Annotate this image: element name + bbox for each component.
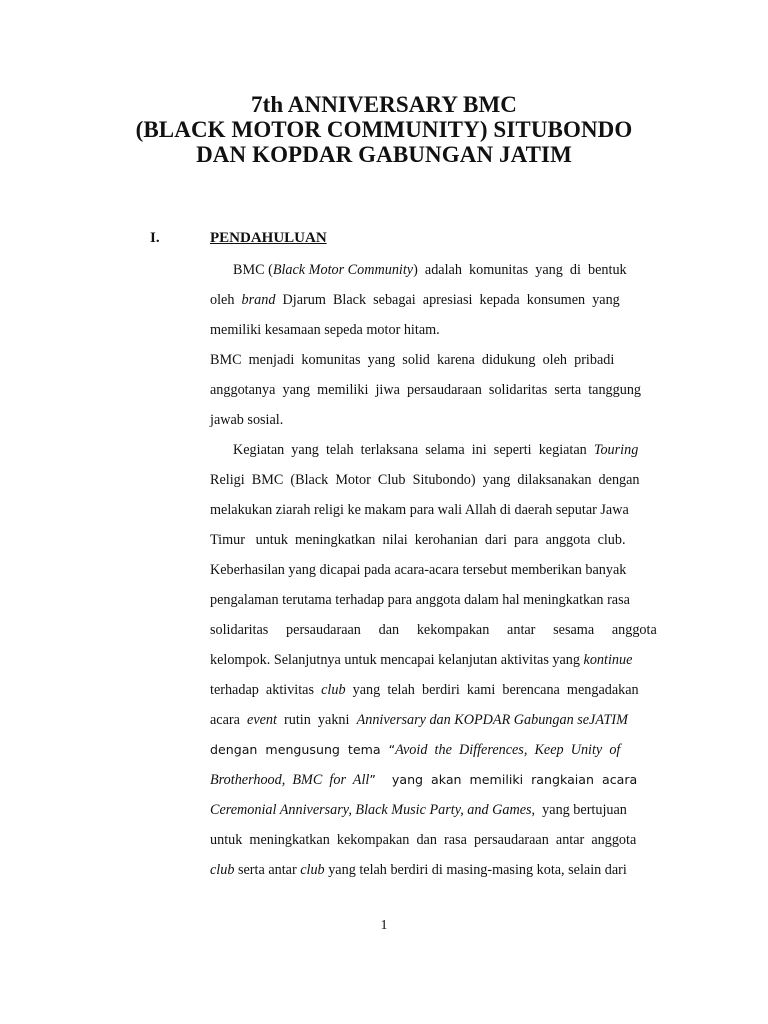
text-line (210, 831, 661, 849)
text-line (210, 291, 661, 309)
text-line (210, 531, 661, 549)
text-span: BMC menjadi komunitas yang solid karena didukung oleh pribadi (210, 352, 615, 368)
text-line (210, 381, 661, 399)
text-span: , yang bertujuan (531, 802, 627, 818)
text-span: ) adalah komunitas yang di bentuk (413, 262, 627, 278)
text-span: yang telah berdiri kami berencana mengadakan (345, 682, 639, 698)
text-line (210, 651, 661, 669)
text-span: untuk meningkatkan kekompakan dan rasa persaudaraan antar anggota (210, 832, 637, 848)
text-span: event (247, 712, 277, 728)
text-span: Kegiatan yang telah terlaksana selama ini seperti kegiatan (233, 442, 594, 458)
section-heading: PENDAHULUAN (210, 230, 327, 246)
text-line (210, 681, 661, 699)
section-number: I. (150, 230, 160, 246)
text-span: memiliki kesamaan sepeda motor hitam. (210, 322, 440, 338)
text-span: pengalaman terutama terhadap para anggota dalam hal meningkatkan rasa (210, 592, 630, 608)
text-line (210, 801, 661, 819)
text-line (210, 351, 661, 369)
text-span: rutin yakni (276, 712, 357, 728)
text-span: brand (241, 292, 276, 308)
text-line (210, 561, 661, 579)
text-line (210, 621, 661, 639)
text-line (210, 711, 661, 729)
text-span: oleh (210, 292, 242, 308)
text-span: Touring (593, 442, 639, 458)
text-span: dengan mengusung tema “ (210, 742, 396, 757)
title-line-1: 7th ANNIVERSARY BMC (250, 92, 518, 117)
text-span: club (300, 862, 325, 878)
text-span: kelompok. Selanjutnya untuk mencapai kelanjutan aktivitas yang (210, 652, 584, 668)
text-span: Brotherhood, BMC for All (210, 772, 370, 788)
text-span: Avoid the Differences, Keep Unity of (395, 742, 621, 758)
text-span: solidaritas persaudaraan dan kekompakan antar sesama anggota (210, 622, 657, 638)
document-title (0, 92, 768, 167)
text-span: serta antar (234, 862, 301, 878)
page-number: 1 (380, 918, 388, 933)
text-line (210, 861, 661, 879)
text-span: terhadap aktivitas (210, 682, 322, 698)
text-line (233, 261, 661, 279)
text-span: yang telah berdiri di masing-masing kota, selain dari (324, 862, 627, 878)
text-span: jawab sosial. (210, 412, 284, 428)
text-line (210, 411, 661, 429)
text-span: club (321, 682, 346, 698)
text-span: club (210, 862, 235, 878)
text-line (210, 591, 661, 609)
title-line-3: DAN KOPDAR GABUNGAN JATIM (196, 142, 572, 167)
text-line (210, 321, 661, 339)
text-span: melakukan ziarah religi ke makam para wali Allah di daerah seputar Jawa (210, 502, 629, 518)
text-span: Timur untuk meningkatkan nilai kerohanian dari para anggota club. (210, 532, 626, 548)
text-span: kontinue (583, 652, 633, 668)
text-line (210, 471, 661, 489)
text-span: anggotanya yang memiliki jiwa persaudaraan solidaritas serta tanggung (210, 382, 642, 398)
text-span: Keberhasilan yang dicapai pada acara-acara tersebut memberikan banyak (210, 562, 627, 578)
text-span: Religi BMC (Black Motor Club Situbondo) yang dilaksanakan dengan (210, 472, 640, 488)
text-span: ” yang akan memiliki rangkaian acara (369, 772, 638, 787)
text-span: Anniversary dan KOPDAR Gabungan seJATIM (356, 712, 628, 728)
text-span: Djarum Black sebagai apresiasi kepada konsumen yang (275, 292, 620, 308)
text-line (210, 771, 661, 789)
text-line (210, 501, 661, 519)
text-line (233, 441, 661, 459)
text-span: BMC ( (233, 262, 273, 278)
text-span: Ceremonial Anniversary, Black Music Party, and Games (210, 802, 532, 818)
text-line (210, 741, 661, 759)
text-span: acara (210, 712, 248, 728)
text-span: Black Motor Community (272, 262, 414, 278)
title-line-2: (BLACK MOTOR COMMUNITY) SITUBONDO (135, 117, 633, 142)
